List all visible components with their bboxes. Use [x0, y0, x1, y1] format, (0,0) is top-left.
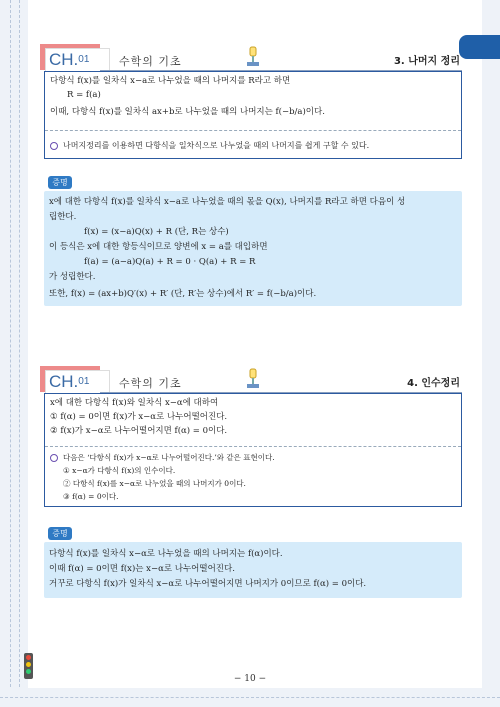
section-subtitle: 수학의 기초: [119, 377, 182, 390]
section-header: [40, 366, 460, 392]
definition-line: x에 대한 다항식 f(x)와 일차식 x−α에 대하여: [50, 398, 219, 408]
chapter-number: 01: [78, 376, 90, 387]
proof-badge: 증명: [48, 527, 72, 540]
note-item: ② 다항식 f(x)를 x−α로 나누었을 때의 나머지가 0이다.: [63, 479, 246, 488]
definition-box: [44, 71, 462, 159]
note-line: [50, 452, 275, 464]
desk-lamp-icon: [245, 368, 261, 390]
topic-title: 4. 인수정리: [407, 378, 460, 389]
proof-box: [44, 542, 462, 598]
section-header: [40, 44, 460, 70]
definition-line: ② f(x)가 x−α로 나누어떨어지면 f(α) = 0이다.: [50, 426, 228, 436]
chapter-number: 01: [78, 54, 90, 65]
page-number: − 10 −: [233, 674, 267, 684]
proof-badge: 증명: [48, 176, 72, 189]
proof-line: 다항식 f(x)를 일차식 x−α로 나누었을 때의 나머지는 f(α)이다.: [49, 549, 283, 559]
left-margin-band: [0, 0, 28, 707]
proof-line: 또한, f(x) = (ax+b)Q′(x) + R′ (단, R′는 상수)에서 R′ = f(−b/a)이다.: [49, 289, 317, 299]
proof-box: [44, 191, 462, 306]
proof-formula: f(a) = (a−a)Q(a) + R = 0 · Q(a) + R = R: [84, 257, 256, 267]
proof-line: x에 대한 다항식 f(x)를 일차식 x−a로 나누었을 때의 몫을 Q(x), 나머지를 R라고 하면 다음이 성: [49, 197, 406, 207]
right-margin-band: [482, 0, 500, 707]
note-divider: [45, 446, 461, 447]
note-item: ③ f(α) = 0이다.: [63, 492, 119, 501]
definition-box: [44, 393, 462, 507]
chapter-label: [45, 370, 110, 394]
margin-dash-line: [19, 0, 21, 707]
topic-title: 3. 나머지 정리: [393, 56, 460, 67]
bottom-dash-line: [0, 697, 500, 699]
proof-line: 이 등식은 x에 대한 항등식이므로 양변에 x = a를 대입하면: [49, 242, 268, 252]
chapter-text: CH.: [49, 50, 79, 69]
proof-line: 이때 f(α) = 0이면 f(x)는 x−α로 나누어떨어진다.: [49, 564, 235, 574]
note-text: 다음은 ‘다항식 f(x)가 x−α로 나누어떨어진다.’와 같은 표현이다.: [63, 453, 275, 462]
note-item: ① x−α가 다항식 f(x)의 인수이다.: [63, 466, 176, 475]
chapter-label: [45, 48, 110, 72]
circle-bullet-icon: [50, 454, 58, 462]
definition-line: 이때, 다항식 f(x)를 일차식 ax+b로 나누었을 때의 나머지는 f(−b/a)이다.: [50, 107, 325, 117]
section-subtitle: 수학의 기초: [119, 55, 182, 68]
chapter-side-tab: [459, 35, 500, 59]
proof-line: 립한다.: [49, 212, 77, 222]
definition-formula: R = f(a): [67, 90, 101, 100]
note-line: [50, 138, 369, 153]
definition-line: 다항식 f(x)를 일차식 x−a로 나누었을 때의 나머지를 R라고 하면: [50, 76, 291, 86]
proof-line: 거꾸로 다항식 f(x)가 일차식 x−α로 나누어떨어지면 나머지가 0이므로 f(α) = 0이다.: [49, 579, 367, 589]
proof-formula: f(x) = (x−a)Q(x) + R (단, R는 상수): [84, 227, 229, 237]
proof-line: 가 성립한다.: [49, 272, 96, 282]
chapter-text: CH.: [49, 372, 79, 391]
note-divider: [45, 130, 461, 131]
note-text: 나머지정리를 이용하면 다항식을 일차식으로 나누었을 때의 나머지를 쉽게 구할 수 있다.: [63, 141, 370, 150]
definition-line: ① f(α) = 0이면 f(x)가 x−α로 나누어떨어진다.: [50, 412, 228, 422]
margin-dash-line: [10, 0, 12, 707]
desk-lamp-icon: [245, 46, 261, 68]
circle-bullet-icon: [50, 142, 58, 150]
